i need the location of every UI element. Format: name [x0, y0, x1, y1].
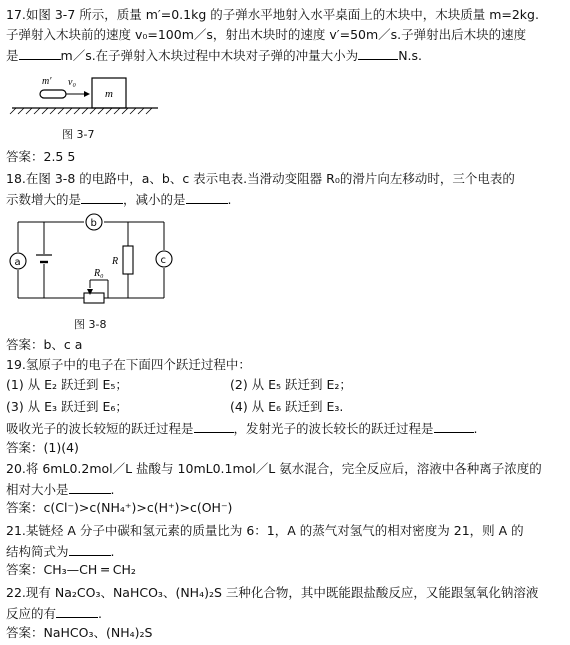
q17-line1: 17.如图 3-7 所示，质量 m′=0.1kg 的子弹水平地射入水平桌面上的木块中，木块质量 m=2kg. — [6, 7, 539, 22]
q18-text: ，减小的是 — [123, 192, 186, 207]
q18-text: . — [227, 192, 232, 207]
q20-answer: 答案：c(Cl⁻)>c(NH₄⁺)>c(H⁺)>c(OH⁻) — [6, 500, 233, 515]
bullet-shape — [40, 90, 66, 98]
q19-text: . — [473, 421, 478, 436]
q22-line1: 22.现有 Na₂CO₃、NaHCO₃、(NH₄)₂S 三种化合物，其中既能跟盐酸反应，又能跟氢氧化钠溶液 — [6, 585, 539, 600]
bullet-mass-label: m′ — [42, 76, 52, 87]
q19-option-1: (1) 从 E₂ 跃迁到 E₅； — [6, 377, 128, 392]
q18-answer: 答案：b、c a — [6, 337, 83, 352]
rheostat-label: R₀ — [94, 268, 104, 279]
q17-answer: 答案：2.5 5 — [6, 149, 76, 164]
q22-text: . — [98, 606, 102, 621]
q19-text: ，发射光子的波长较长的跃迁过程是 — [233, 421, 434, 436]
q17-text: 是 — [6, 48, 19, 63]
q18-text: 示数增大的是 — [6, 192, 82, 207]
answer-blank[interactable] — [69, 542, 111, 556]
answer-blank[interactable] — [19, 46, 61, 60]
q19-line1: 19.氢原子中的电子在下面四个跃迁过程中： — [6, 357, 251, 372]
q22-text: 反应的有 — [6, 606, 57, 621]
q22-answer: 答案：NaHCO₃、(NH₄)₂S — [6, 625, 153, 640]
answer-blank[interactable] — [194, 419, 234, 433]
q19-option-4: (4) 从 E₆ 跃迁到 E₃. — [230, 399, 344, 414]
q21-answer: 答案：CH₃—CH ═ CH₂ — [6, 562, 136, 577]
q19-answer: 答案：(1)(4) — [6, 440, 79, 455]
q20-text: 相对大小是 — [6, 482, 69, 497]
figure-3-7 — [8, 74, 158, 118]
q21-text: . — [110, 544, 115, 559]
q19-text: 吸收光子的波长较短的跃迁过程是 — [6, 421, 194, 436]
q21-line2 — [6, 542, 115, 561]
q18-line1: 18.在图 3-8 的电路中，a、b、c 表示电表.当滑动变阻器 R₀的滑片向左移动时，三个电表的 — [6, 171, 515, 186]
resistor-r — [123, 246, 133, 274]
answer-blank[interactable] — [186, 190, 228, 204]
figure-caption: 图 3-8 — [74, 318, 107, 331]
q19-line4 — [6, 419, 478, 438]
meter-c-label: c — [160, 255, 166, 266]
figure-caption: 图 3-7 — [62, 128, 95, 141]
q21-text: 结构简式为 — [6, 544, 69, 559]
q22-line2 — [6, 604, 102, 623]
resistor-label: R — [112, 256, 119, 267]
answer-blank[interactable] — [56, 604, 98, 618]
q20-line2 — [6, 480, 115, 499]
answer-blank[interactable] — [81, 190, 123, 204]
figure-3-8-circuit — [4, 212, 184, 308]
q20-line1: 20.将 6mL0.2mol／L 盐酸与 10mL0.1mol／L 氨水混合，完全反应后，溶液中各种离子浓度的 — [6, 461, 542, 476]
meter-a-label: a — [14, 257, 21, 268]
q17-text: N.s. — [398, 48, 422, 63]
block-mass-label: m — [105, 88, 113, 100]
answer-blank[interactable] — [69, 480, 111, 494]
answer-blank[interactable] — [358, 46, 398, 60]
rheostat — [84, 293, 104, 303]
q17-line2: 子弹射入木块前的速度 v₀=100m／s，射出木块时的速度 v′=50m／s.子弹射出后木块的速度 — [6, 27, 527, 42]
q17-line3 — [6, 46, 422, 65]
answer-blank[interactable] — [434, 419, 474, 433]
q21-line1: 21.某链烃 A 分子中碳和氢元素的质量比为 6：1，A 的蒸气对氢气的相对密度为 21，则 A 的 — [6, 523, 524, 538]
meter-b-label: b — [90, 218, 97, 229]
q19-option-3: (3) 从 E₃ 跃迁到 E₆； — [6, 399, 128, 414]
q18-line2 — [6, 190, 232, 209]
q19-option-2: (2) 从 E₅ 跃迁到 E₂； — [230, 377, 352, 392]
q20-text: . — [110, 482, 115, 497]
q17-text: m／s.在子弹射入木块过程中木块对子弹的冲量大小为 — [60, 48, 359, 63]
velocity-label: v₀ — [68, 77, 76, 88]
